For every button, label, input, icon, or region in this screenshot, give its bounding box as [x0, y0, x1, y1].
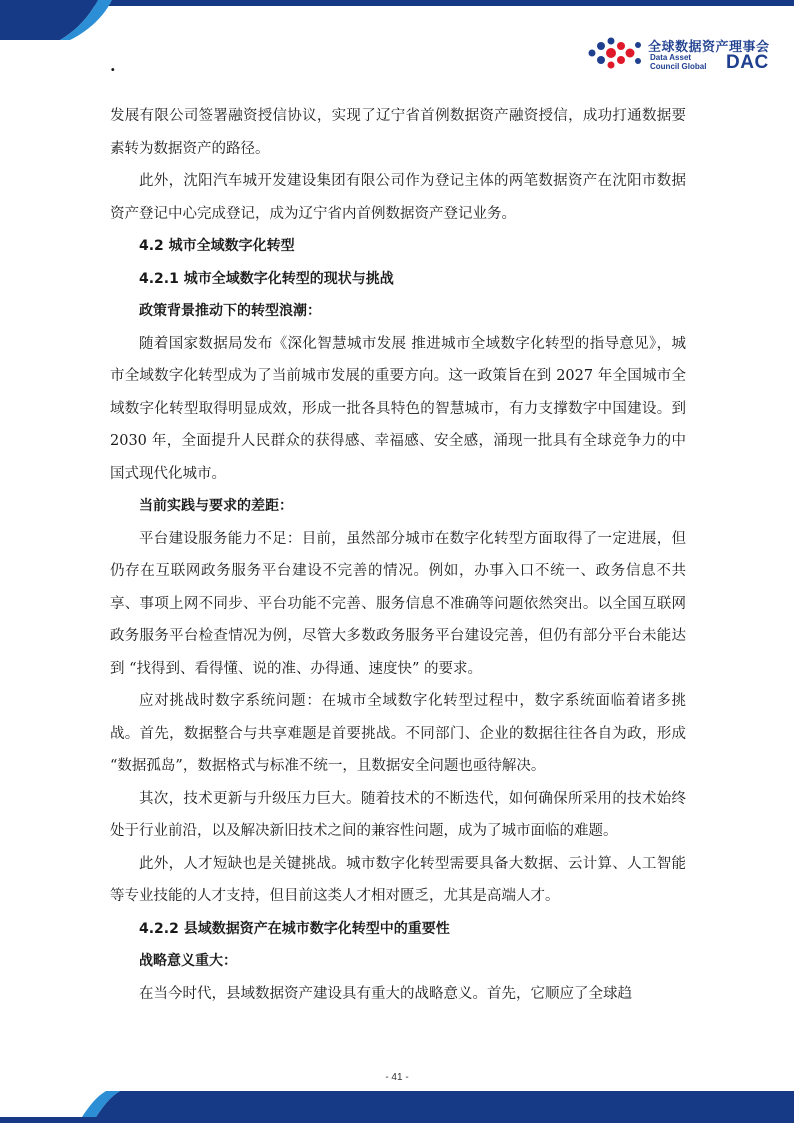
section-heading-4-2-1: 4.2.1 城市全域数字化转型的现状与挑战 — [139, 270, 394, 287]
page-number: - 41 - — [385, 1072, 409, 1083]
subheading: 政策背景推动下的转型浪潮： — [139, 303, 321, 319]
logo-name-cn: 全球数据资产理事会 — [648, 40, 770, 55]
paragraph: 平台建设服务能力不足：目前，虽然部分城市在数字化转型方面取得了一定进展，但仍存在互联网政务服务平台建设不完善的情况。例如，办事入口不统一、政务信息不共享、事项上网不同步、平台功能不完善、服务信息不准确等问题依然突出。以全国互联网政务服务平台检查情况为例，尽管大多数政务服务平台建设完善，但仍有部分平台未能达到 “找得到、看得懂、说的准、办得通、速度快” 的要求。 — [110, 530, 686, 677]
logo-abbr: DAC — [726, 52, 769, 73]
paragraph: 发展有限公司签署融资授信协议，实现了辽宁省首例数据资产融资授信，成功打通数据要素转为数据资产的路径。 — [110, 108, 686, 157]
paragraph: 此外，人才短缺也是关键挑战。城市数字化转型需要具备大数据、云计算、人工智能等专业技能的人才支持，但目前这类人才相对匮乏，尤其是高端人才。 — [110, 855, 686, 904]
dac-logo — [586, 35, 782, 75]
subheading: 当前实践与要求的差距： — [139, 498, 293, 514]
paragraph: 随着国家数据局发布《深化智慧城市发展 推进城市全域数字化转型的指导意见》，城市全域数字化转型成为了当前城市发展的重要方向。这一政策旨在到 2027 年全国城市全域数字化转型取得明显成效，形成一批各具特色的智慧城市，有力支撑数字中国建设。到 2030 年，全面提升人民群众的获得感、幸福感、安全感，涌现一批具有全球竞争力的中国式现代化城市。 — [110, 335, 686, 482]
header-marker: . — [110, 56, 116, 75]
logo-dots-icon — [586, 35, 646, 75]
page-body — [110, 100, 686, 1010]
logo-name-en-line2: Council Global — [650, 62, 707, 71]
paragraph: 其次，技术更新与升级压力巨大。随着技术的不断迭代，如何确保所采用的技术始终处于行业前沿，以及解决新旧技术之间的兼容性问题，成为了城市面临的难题。 — [110, 790, 686, 839]
logo-name-en-line1: Data Asset — [650, 53, 692, 62]
footer-band — [0, 1083, 794, 1123]
header-band — [0, 0, 794, 40]
paragraph: 应对挑战时数字系统问题：在城市全域数字化转型过程中，数字系统面临着诸多挑战。首先，数据整合与共享难题是首要挑战。不同部门、企业的数据往往各自为政，形成 “数据孤岛”，数据格式与标准不统一，且数据安全问题也亟待解决。 — [110, 693, 686, 774]
paragraph: 此外，沈阳汽车城开发建设集团有限公司作为登记主体的两笔数据资产在沈阳市数据资产登记中心完成登记，成为辽宁省内首例数据资产登记业务。 — [110, 173, 686, 222]
paragraph: 在当今时代，县域数据资产建设具有重大的战略意义。首先，它顺应了全球趋 — [139, 985, 632, 1002]
section-heading-4-2: 4.2 城市全域数字化转型 — [139, 238, 295, 254]
section-heading-4-2-2: 4.2.2 县域数据资产在城市数字化转型中的重要性 — [139, 920, 450, 937]
subheading: 战略意义重大： — [139, 953, 237, 969]
